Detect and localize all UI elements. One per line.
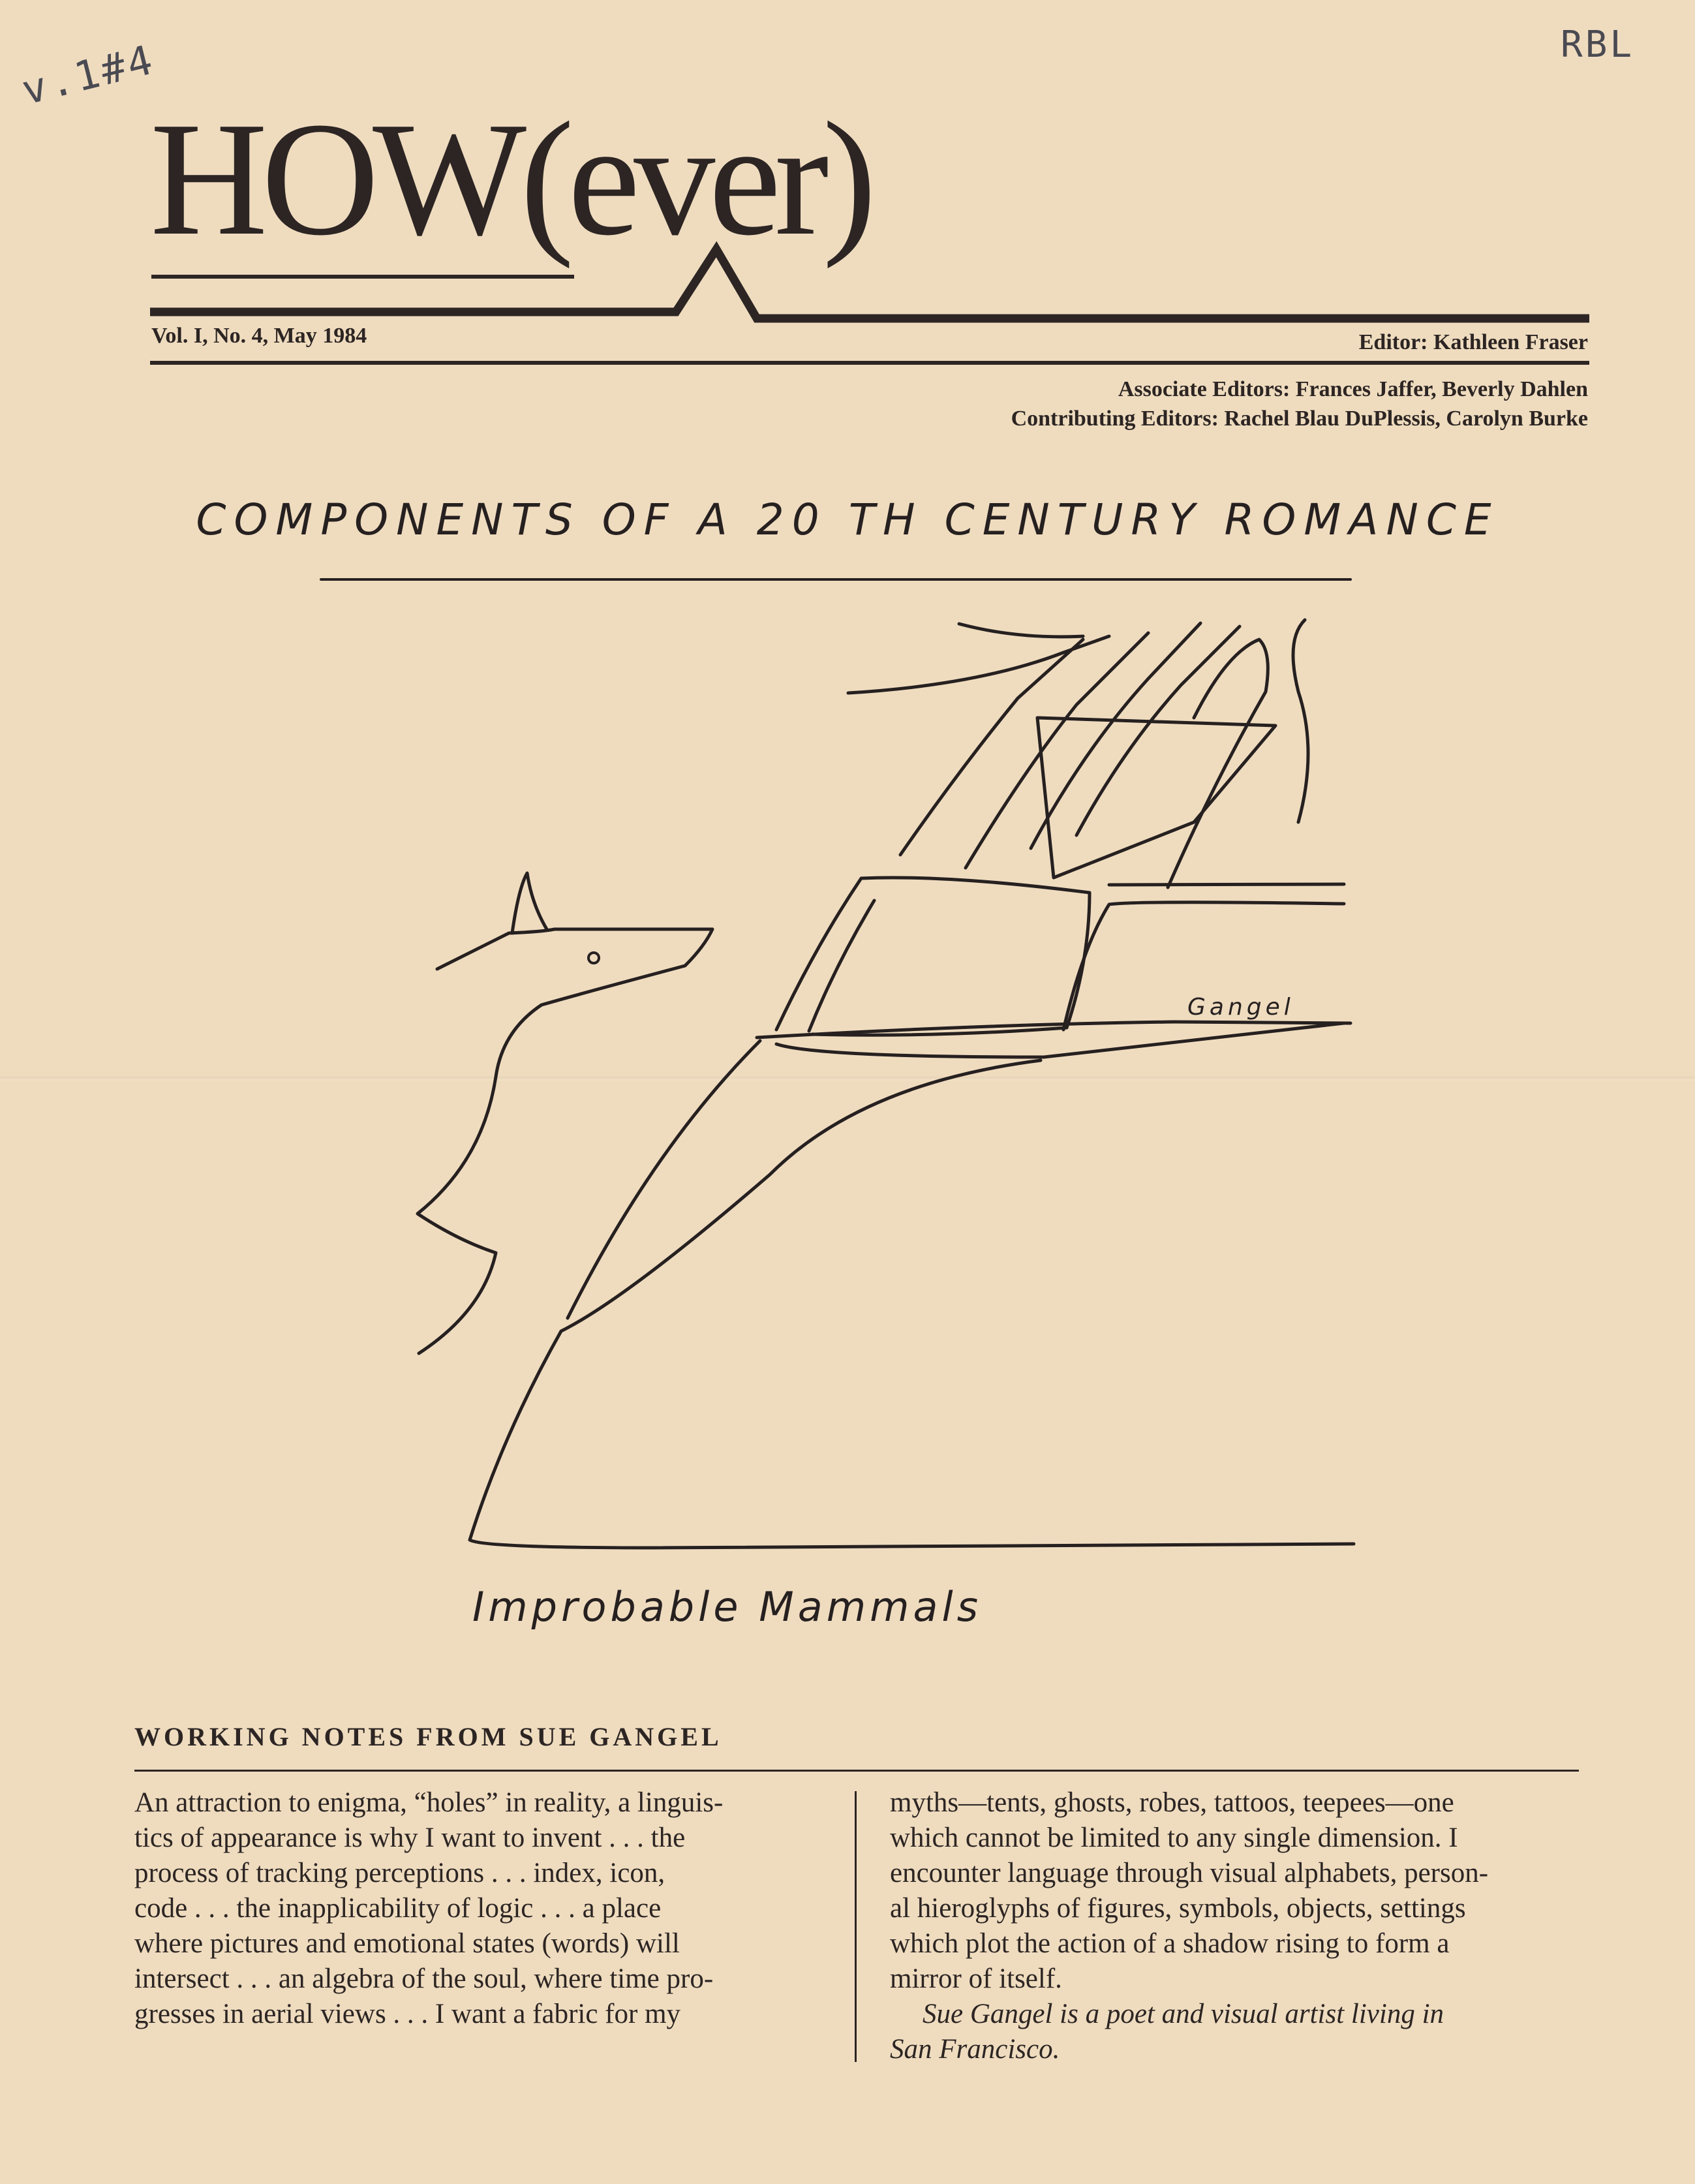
- plume-8: [1293, 620, 1308, 822]
- issue-volume-line: Vol. I, No. 4, May 1984: [151, 324, 367, 348]
- artist-signature: Gangel: [1187, 994, 1294, 1021]
- right-box-top: [1109, 884, 1344, 885]
- left-box-inner: [809, 900, 874, 1031]
- notes-line: which plot the action of a shadow rising to form a: [890, 1928, 1450, 1959]
- animal-head: [418, 929, 712, 1353]
- associate-editors-credit: Associate Editors: Frances Jaffer, Beverly Dahlen: [1118, 377, 1588, 401]
- animal-eye: [588, 953, 599, 963]
- notes-line: An attraction to enigma, “holes” in reality, a linguis-: [134, 1787, 724, 1818]
- notes-line: encounter language through visual alphabets, person-: [890, 1858, 1489, 1888]
- notes-rule: [134, 1770, 1579, 1772]
- handwritten-catalog-mark: RBL: [1561, 23, 1635, 66]
- masthead-title: HOW(ever): [150, 89, 870, 269]
- notes-right-column: [890, 1785, 1488, 2067]
- notes-line: al hieroglyphs of figures, symbols, objects, settings: [890, 1893, 1466, 1924]
- notes-line: code . . . the inapplicability of logic . . . a place: [134, 1893, 662, 1924]
- notes-line: tics of appearance is why I want to invent . . . the: [134, 1823, 686, 1853]
- author-bio-line-1: [890, 1997, 1488, 2032]
- handwritten-volume-note: v.1#4: [17, 35, 160, 114]
- plume-6: [1077, 626, 1240, 835]
- notes-line: where pictures and emotional states (words) will: [134, 1928, 680, 1959]
- plume-2: [848, 636, 1109, 693]
- notes-line: myths—tents, ghosts, robes, tattoos, teepees—one: [890, 1787, 1454, 1818]
- plume-1: [959, 624, 1083, 637]
- editor-credit: Editor: Kathleen Fraser: [1358, 330, 1588, 354]
- plume-7: [1168, 639, 1268, 887]
- notes-line: which cannot be limited to any single dimension. I: [890, 1823, 1458, 1853]
- notes-line: process of tracking perceptions . . . index, icon,: [134, 1858, 665, 1888]
- ground-curve: [470, 1060, 1354, 1548]
- notes-left-column: [134, 1785, 723, 2032]
- artwork-caption: Improbable Mammals: [472, 1583, 983, 1631]
- left-slope: [568, 1041, 760, 1318]
- notes-line: gresses in aerial views . . . I want a fabric for my: [134, 1999, 681, 2029]
- notes-line: mirror of itself.: [890, 1963, 1062, 1994]
- notes-heading: WORKING NOTES FROM SUE GANGEL: [134, 1722, 722, 1751]
- column-divider: [855, 1791, 857, 2062]
- artwork-title: COMPONENTS OF A 20 TH CENTURY ROMANCE: [196, 495, 1499, 545]
- author-bio-line-2: San Francisco.: [890, 2034, 1060, 2065]
- notes-line: intersect . . . an algebra of the soul, where time pro-: [134, 1963, 714, 1994]
- plume-4: [966, 633, 1148, 868]
- author-bio-text: Sue Gangel is a poet and visual artist living in: [923, 1999, 1444, 2029]
- contributing-editors-credit: Contributing Editors: Rachel Blau DuPlessis, Carolyn Burke: [1011, 407, 1588, 431]
- left-box: [776, 878, 1090, 1035]
- animal-ear: [512, 873, 547, 933]
